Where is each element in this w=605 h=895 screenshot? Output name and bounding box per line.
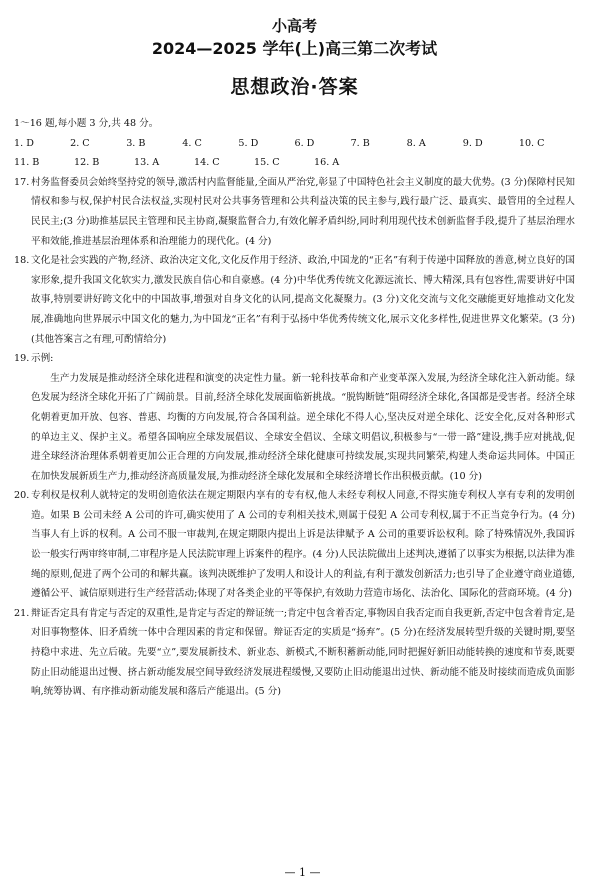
question-18	[14, 251, 575, 349]
page-header	[14, 0, 575, 100]
question-number: 21.	[14, 607, 30, 619]
mc-answer: 10. C	[518, 137, 545, 149]
mc-row-1	[14, 134, 575, 154]
mc-answer: 7. B	[350, 137, 370, 149]
subject-title: 思想政治·答案	[230, 76, 359, 98]
answer-text: 专利权是权利人就特定的发明创造依法在规定期限内享有的专有权,他人未经专利权人同意,不得实施专利权人享有专利的发明创造。如果 B 公司未经 A 公司的许可,确实使用了 A 公司的专利相关技术,则属于侵犯 A 公司专利权,属于不正当竞争行为。(4 分)当事人有上诉的权利。A 公司不服一审裁判,在规定期限内提出上诉是法律赋予 A 公司的重要诉讼权利。除了特殊情况外,我国诉讼一般实行两审终审制,二审程序是人民法院审理上诉案件的程序。(4 分)人民法院做出上述判决,遵循了以事实为根据,以法律为准绳的原则,促进了两个公司的和解共赢。该判决既维护了发明人和设计人的利益,有利于激发创新活力;也引导了企业遵守商业道德,遵循公平、诚信原则进行生产经营活动;体现了对各类企业的平等保护,有效助力营造市场化、法治化、国际化的营商环境。(4 分)	[31, 490, 575, 600]
answer-text: 生产力发展是推动经济全球化进程和演变的决定性力量。新一轮科技革命和产业变革深入发展,为经济全球化注入新动能。绿色发展为经济全球化开拓了广阔前景。目前,经济全球化发展面临新挑战。“脱钩断链”阻碍经济全球化,各国都是受害者。经济全球化朝着更加开放、包容、普惠、均衡的方向发展,符合各国利益。逆全球化不得人心,坚决反对逆全球化、泛安全化,反对各种形式的单边主义、保护主义。希望各国响应全球发展倡议、全球安全倡议、全球文明倡议,积极参与“一带一路”建设,携手应对挑战,促进全球经济治理体系朝着更加公正合理的方向发展,推动经济全球化健康可持续发展,实现共同繁荣,构建人类命运共同体。中国正在加快发展新质生产力,推动经济高质量发展,为推动经济全球化发展和全球经济增长作出积极贡献。(10 分)	[31, 372, 575, 482]
answer-text: 文化是社会实践的产物,经济、政治决定文化,文化反作用于经济、政治,中国龙的“正名”有利于传递中国释放的善意,树立良好的国家形象,提升我国文化软实力,激发民族自信心和自豪感。(4 分)中华优秀传统文化源远流长、博大精深,具有包容性,需要讲好中国故事,特别要讲好跨文化中的中国故事,增强对自身文化的认同,提高文化凝聚力。(3 分)文化交流与文化交融能更好地推动文化发展,准确地向世界展示中国文化的魅力,为中国龙“正名”有利于弘扬中华优秀传统文化,展示文化多样性,促进世界文化繁荣。(3 分)(其他答案言之有理,可酌情给分)	[31, 255, 575, 345]
answer-text: 辩证否定具有肯定与否定的双重性,是肯定与否定的辩证统一;肯定中包含着否定,事物因自我否定而自我更新,否定中包含着肯定,是对旧事物整体、旧矛盾统一体中合理因素的肯定和保留。辩证否定的实质是“扬弃”。(5 分)在经济发展转型升级的关键时期,要坚持稳中求进、先立后破。先要“立”,要发展新技术、新业态、新模式,不断积蓄新动能,同时把握好新旧动能转换的速度和节奏,既要防止旧动能退出过慢、挤占新动能发展空间导致经济发展进程缓慢,又要防止旧动能退出过快、新动能不能及时接续而造成负面影响,统筹协调、有序推动新动能发展和落后产能退出。(5 分)	[31, 607, 575, 698]
question-number: 17.	[14, 176, 30, 188]
question-number: 20.	[14, 490, 30, 502]
question-20	[14, 486, 575, 604]
question-17	[14, 173, 575, 251]
mc-answer: 5. D	[238, 137, 259, 149]
page-number: — 1 —	[284, 866, 321, 879]
mc-intro: 1～16 题,每小题 3 分,共 48 分。	[14, 118, 159, 129]
mc-answer: 13. A	[134, 157, 160, 169]
answer-body	[14, 114, 575, 702]
answer-label: 示例:	[31, 353, 54, 365]
answer-text: 村务监督委员会始终坚持党的领导,激活村内监督能量,全面从严治党,彰显了中国特色社会主义制度的最大优势。(3 分)保障村民知情权和参与权,保护村民合法权益,实现村民对公共事务管理和公共利益决策的民主参与,践行最广泛、最真实、最管用的全过程人民民主;(3 分)助推基层民主管理和民主协商,凝聚监督合力,有效化解矛盾纠纷,同时利用现代技术创新监督手段,提升了基层治理水平和效能,推进基层治理体系和治理能力的现代化。(4 分)	[31, 176, 575, 247]
mc-answer: 8. A	[406, 137, 426, 149]
mc-answer: 1. D	[14, 137, 34, 149]
mc-answer: 14. C	[194, 157, 220, 169]
question-21	[14, 604, 575, 702]
question-19	[14, 349, 575, 486]
mc-answer: 6. D	[294, 137, 315, 149]
question-number: 19.	[14, 353, 30, 365]
org-title: 小高考	[271, 17, 317, 35]
mc-answer: 12. B	[74, 157, 100, 169]
mc-answer: 9. D	[462, 137, 483, 149]
mc-answer: 15. C	[254, 157, 280, 169]
question-number: 18.	[14, 255, 30, 267]
mc-answer: 3. B	[126, 137, 146, 149]
mc-answer: 2. C	[70, 137, 90, 149]
mc-answer: 11. B	[14, 157, 40, 169]
mc-answer: 4. C	[182, 137, 202, 149]
exam-title: 2024—2025 学年(上)高三第二次考试	[151, 39, 438, 58]
mc-answer: 16. A	[314, 157, 340, 169]
mc-row-2	[14, 153, 575, 173]
